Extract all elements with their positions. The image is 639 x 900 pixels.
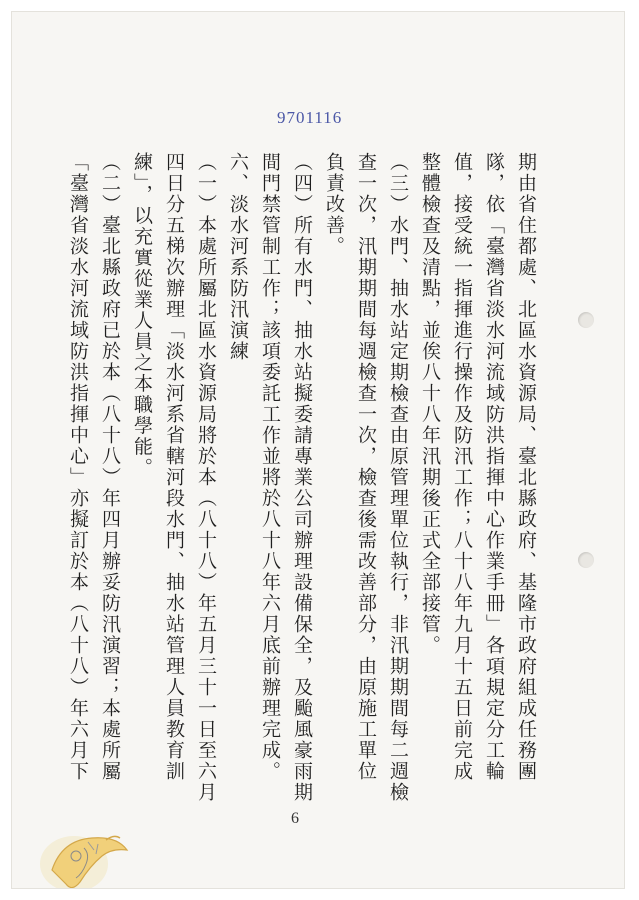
text-column: 值，接受統一指揮進行操作及防汛工作；八十八年九月十五日前完成 [451, 152, 473, 782]
text-column: （三）水門、抽水站定期檢查由原管理單位執行，非汛期期間每二週檢 [387, 152, 409, 803]
text-column: 隊，依「臺灣省淡水河流域防洪指揮中心作業手冊」各項規定分工輪 [483, 152, 505, 782]
text-column: （四）所有水門、抽水站擬委請專業公司辦理設備保全，及颱風豪雨期 [291, 152, 313, 803]
text-column: 練」，以充實從業人員之本職學能。 [131, 152, 153, 479]
document-page [12, 12, 624, 888]
vertical-text-body [67, 152, 537, 812]
text-column: （二）臺北縣政府已於本（八十八）年四月辦妥防汛演習；本處所屬 [99, 152, 121, 782]
text-column: （一）本處所屬北區水資源局將於本（八十八）年五月三十一日至六月 [195, 152, 217, 803]
section-heading: 六、淡水河系防汛演練 [227, 152, 249, 362]
text-column: 整體檢查及清點，並俟八十八年汛期後正式全部接管。 [419, 152, 441, 656]
text-column: 查一次，汛期期間每週檢查一次，檢查後需改善部分，由原施工單位 [355, 152, 377, 782]
text-column: 四日分五梯次辦理「淡水河系省轄河段水門、抽水站管理人員教育訓 [163, 152, 185, 782]
taiwan-map-logo-icon [32, 820, 142, 888]
document-id: 9701116 [277, 108, 343, 127]
text-column: 「臺灣省淡水河流域防洪指揮中心」亦擬訂於本（八十八）年六月下 [67, 152, 89, 782]
punch-hole [578, 552, 594, 568]
text-column: 間門禁管制工作；該項委託工作並將於八十八年六月底前辦理完成。 [259, 152, 281, 782]
text-column: 負責改善。 [323, 152, 345, 257]
punch-hole [578, 312, 594, 328]
page-number: 6 [291, 810, 299, 827]
text-column: 期由省住都處、北區水資源局、臺北縣政府、基隆市政府組成任務團 [515, 152, 537, 782]
